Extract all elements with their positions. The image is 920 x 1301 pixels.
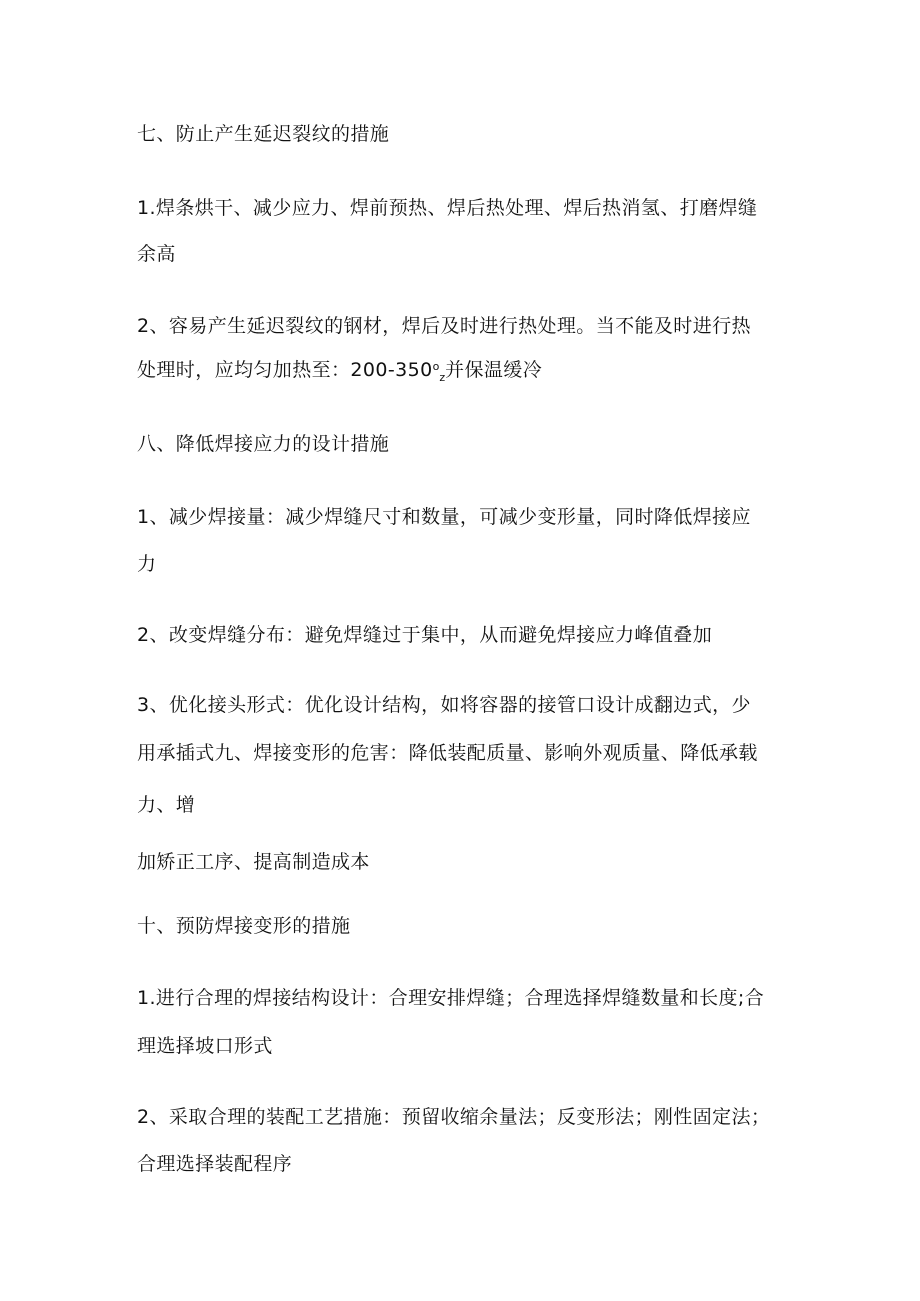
paragraph-8-1-line-2: 力 — [137, 553, 157, 575]
section-heading-7: 七、防止产生延迟裂纹的措施 — [137, 123, 390, 145]
paragraph-8-2: 2、改变焊缝分布：避免焊缝过于集中，从而避免焊接应力峰值叠加 — [137, 624, 713, 646]
paragraph-8-3-line-2: 用承插式九、焊接变形的危害：降低装配质量、影响外观质量、降低承载 — [137, 742, 758, 764]
paragraph-7-2-text-a: 处理时，应均匀加热至：200-350 — [137, 359, 433, 381]
section-heading-8: 八、降低焊接应力的设计措施 — [137, 433, 390, 455]
paragraph-10-2-line-1: 2、采取合理的装配工艺措施：预留收缩余量法；反变形法；刚性固定法； — [137, 1106, 771, 1128]
paragraph-8-3-line-4: 加矫正工序、提高制造成本 — [137, 851, 370, 873]
paragraph-10-1-line-2: 理选择坡口形式 — [137, 1035, 273, 1057]
paragraph-7-2-line-2 — [137, 358, 797, 385]
paragraph-10-1-line-1: 1.进行合理的焊接结构设计：合理安排焊缝；合理选择焊缝数量和长度;合 — [137, 987, 765, 1009]
paragraph-10-2-line-2: 合理选择装配程序 — [137, 1153, 293, 1175]
paragraph-7-2-text-b: 并保温缓冷 — [445, 359, 543, 381]
section-heading-10: 十、预防焊接变形的措施 — [137, 915, 351, 937]
paragraph-7-1-line-2: 余高 — [137, 243, 176, 265]
paragraph-7-1-line-1: 1.焊条烘干、减少应力、焊前预热、焊后热处理、焊后热消氢、打磨焊缝 — [137, 197, 758, 219]
degree-mark: o — [432, 360, 440, 373]
paragraph-8-3-line-3: 力、增 — [137, 794, 196, 816]
paragraph-7-2-line-1: 2、容易产生延迟裂纹的钢材，焊后及时进行热处理。当不能及时进行热 — [137, 315, 751, 337]
subscript-mark: z — [439, 371, 446, 384]
paragraph-8-3-line-1: 3、优化接头形式：优化设计结构，如将容器的接管口设计成翻边式，少 — [137, 694, 751, 716]
paragraph-8-1-line-1: 1、减少焊接量：减少焊缝尺寸和数量，可减少变形量，同时降低焊接应 — [137, 506, 751, 528]
